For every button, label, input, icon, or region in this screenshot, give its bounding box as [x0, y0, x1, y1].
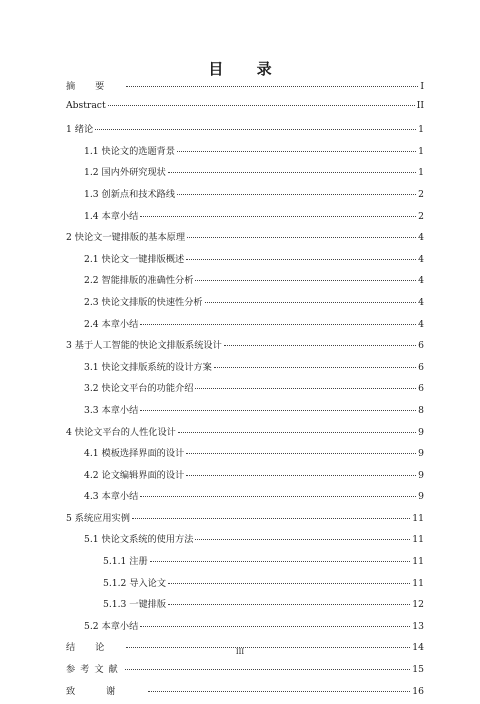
toc-entry-page: 9 — [418, 491, 424, 503]
toc-entry-label: 5.2 本章小结 — [84, 620, 139, 632]
toc-entry-page: 1 — [418, 145, 424, 157]
dot-leader — [168, 604, 410, 605]
dot-leader — [140, 626, 410, 627]
toc-entry-page: 1 — [418, 124, 424, 136]
dot-leader — [177, 151, 416, 152]
page-title: 目 录 — [208, 60, 286, 78]
toc-entry[interactable] — [66, 661, 424, 683]
dot-leader — [224, 345, 416, 346]
dot-leader — [140, 216, 416, 217]
dot-leader — [195, 388, 416, 389]
toc-entry-label: 3.3 本章小结 — [84, 404, 139, 416]
dot-leader — [132, 518, 410, 519]
toc-entry-label: 4.3 本章小结 — [84, 491, 139, 503]
toc-entry-page: 4 — [418, 296, 424, 308]
toc-entry-label: 5 系统应用实例 — [66, 512, 130, 524]
toc-entry-label: 2 快论文一键排版的基本原理 — [66, 232, 186, 244]
toc-entry-page: 2 — [418, 210, 424, 222]
toc-entry-page: 15 — [412, 664, 424, 676]
toc-entry[interactable] — [66, 359, 424, 381]
toc-entry[interactable] — [66, 596, 424, 618]
toc-entry-label: 参考文献 — [66, 664, 123, 676]
toc-entry-page: 14 — [412, 642, 424, 654]
toc-entry-page: 11 — [412, 534, 424, 546]
toc-entry[interactable] — [66, 402, 424, 424]
toc-entry-label: 摘要 — [66, 81, 125, 92]
toc-entry[interactable] — [66, 164, 424, 186]
toc-entry-label: 5.1 快论文系统的使用方法 — [84, 534, 194, 546]
dot-leader — [186, 475, 416, 476]
toc-entry[interactable] — [66, 186, 424, 208]
toc-entry-page: 6 — [418, 383, 424, 395]
toc-entry[interactable] — [66, 575, 424, 597]
toc-entry-label: 结论 — [66, 642, 125, 654]
toc-entry[interactable] — [66, 294, 424, 316]
dot-leader — [186, 453, 416, 454]
toc-entry[interactable] — [66, 531, 424, 553]
dot-leader — [186, 259, 416, 260]
toc-entry[interactable] — [66, 251, 424, 273]
toc-entry-label: 1.2 国内外研究现状 — [84, 167, 166, 179]
toc-entry-page: 4 — [418, 318, 424, 330]
toc-entry-page: 9 — [418, 448, 424, 460]
toc-entry-label: 3.2 快论文平台的功能介绍 — [84, 383, 194, 395]
dot-leader — [140, 410, 416, 411]
toc-entry-label: 4.1 模板选择界面的设计 — [84, 448, 185, 460]
dot-leader — [177, 194, 416, 195]
toc-entry-label: 1.3 创新点和技术路线 — [84, 188, 176, 200]
dot-leader — [95, 129, 416, 130]
toc-entry[interactable] — [66, 229, 424, 251]
toc-entry[interactable] — [66, 143, 424, 165]
toc-entry-label: 5.1.1 注册 — [103, 556, 148, 568]
dot-leader — [214, 367, 416, 368]
toc-entry[interactable] — [66, 510, 424, 532]
toc-entry-page: 11 — [412, 577, 424, 589]
page-number: III — [235, 648, 245, 656]
dot-leader — [178, 432, 416, 433]
toc-entry-label: 1.1 快论文的选题背景 — [84, 145, 176, 157]
dot-leader — [195, 539, 410, 540]
toc-entry[interactable] — [66, 121, 424, 143]
dot-leader — [205, 302, 417, 303]
toc-entry-label: 2.4 本章小结 — [84, 318, 139, 330]
dot-leader — [168, 172, 416, 173]
toc-entry[interactable] — [66, 337, 424, 359]
dot-leader — [140, 496, 416, 497]
dot-leader — [108, 105, 415, 106]
toc-entry-page: 4 — [418, 253, 424, 265]
toc-entry[interactable] — [66, 380, 424, 402]
toc-entry-page: I — [420, 81, 424, 92]
toc-entry-label: 1 绪论 — [66, 124, 94, 136]
dot-leader — [125, 669, 411, 670]
toc-entry-label: 5.1.2 导入论文 — [103, 577, 167, 589]
toc-entry-page: 4 — [418, 232, 424, 244]
toc-entry-page: 9 — [418, 426, 424, 438]
toc-entry[interactable] — [66, 618, 424, 640]
toc-entry[interactable] — [66, 488, 424, 510]
toc-entry-page: 12 — [412, 599, 424, 611]
toc-entry-label: 5.1.3 一键排版 — [103, 599, 167, 611]
toc-entry-page: 11 — [412, 556, 424, 568]
toc-entry[interactable] — [66, 272, 424, 294]
toc-entry-page: 6 — [418, 340, 424, 352]
toc-entry[interactable] — [66, 553, 424, 575]
toc-entry-page: 6 — [418, 361, 424, 373]
dot-leader — [195, 280, 416, 281]
dot-leader — [126, 86, 418, 87]
toc-entry-label: 2.3 快论文排版的快速性分析 — [84, 296, 203, 308]
dot-leader — [140, 324, 416, 325]
toc-entry[interactable] — [66, 445, 424, 467]
toc-entry[interactable] — [66, 424, 424, 446]
toc-entry-page: 2 — [418, 188, 424, 200]
toc-entry-label: 4 快论文平台的人性化设计 — [66, 426, 176, 438]
toc-entry-page: 11 — [412, 512, 424, 524]
dot-leader — [148, 691, 410, 692]
toc-entry-page: 8 — [418, 404, 424, 416]
toc-entry-label: Abstract — [66, 99, 106, 111]
toc-entry-label: 4.2 论文编辑界面的设计 — [84, 469, 185, 481]
toc-entry-page: 16 — [412, 685, 424, 697]
dot-leader — [187, 237, 416, 238]
toc-entry-label: 2.1 快论文一键排版概述 — [84, 253, 185, 265]
toc-entry-page: 9 — [418, 469, 424, 481]
toc-entry-label: 3 基于人工智能的快论文排版系统设计 — [66, 340, 222, 352]
toc-entry-page: II — [416, 99, 424, 111]
toc-entry-label: 1.4 本章小结 — [84, 210, 139, 222]
toc-entry-label: 3.1 快论文排版系统的设计方案 — [84, 361, 212, 373]
toc-entry[interactable] — [66, 316, 424, 338]
toc-entry-label: 2.2 智能排版的准确性分析 — [84, 275, 194, 287]
dot-leader — [168, 583, 410, 584]
toc-entry[interactable] — [66, 100, 424, 122]
table-of-contents — [66, 78, 424, 704]
toc-entry-page: 4 — [418, 275, 424, 287]
toc-entry-page: 13 — [412, 620, 424, 632]
toc-entry[interactable] — [66, 683, 424, 704]
toc-entry-label: 致谢 — [66, 685, 147, 697]
toc-entry[interactable] — [66, 467, 424, 489]
toc-entry[interactable] — [66, 78, 424, 100]
toc-entry[interactable] — [66, 208, 424, 230]
toc-entry-page: 1 — [418, 167, 424, 179]
dot-leader — [150, 561, 411, 562]
